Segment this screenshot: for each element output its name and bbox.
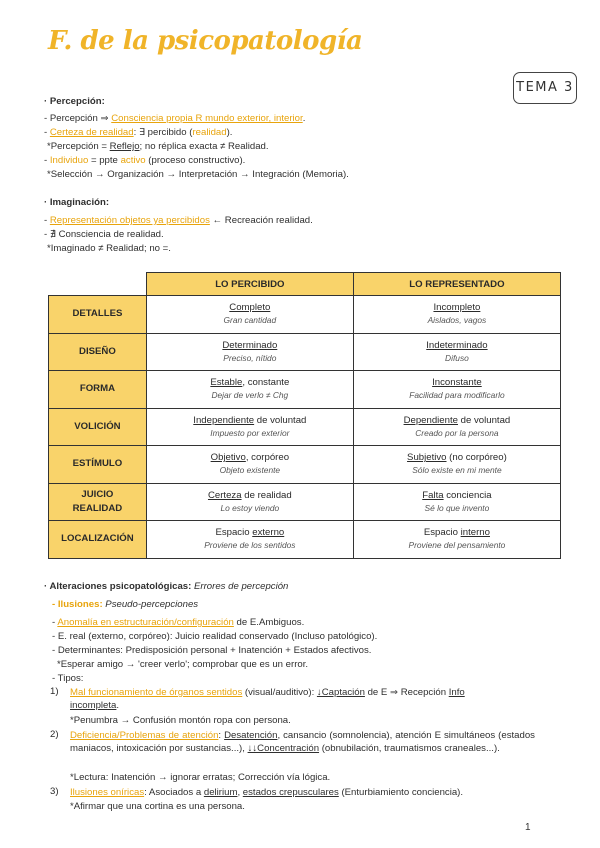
- list-number-3: 3): [50, 786, 59, 797]
- cell-percibido: Estable, constante Dejar de verlo ≠ Chg: [146, 371, 353, 409]
- row-label: LOCALIZACIÓN: [49, 521, 147, 559]
- cell-representado: Incompleto Aislados, vagos: [353, 296, 560, 334]
- imaginacion-heading: · Imaginación:: [44, 197, 110, 208]
- percepcion-line-2: - Certeza de realidad: ∃ percibido (realidad).: [44, 127, 233, 138]
- cell-percibido: Independiente de voluntad Impuesto por exterior: [146, 408, 353, 446]
- alteraciones-line-3: - Determinantes: Predisposición personal + Inatención + Estados afectivos.: [52, 645, 372, 656]
- table-row: [49, 483, 561, 521]
- table-row: [49, 446, 561, 484]
- alteraciones-line-2: - E. real (externo, corpóreo): Juicio realidad conservado (Incluso patológico).: [52, 631, 378, 642]
- row-label: DETALLES: [49, 296, 147, 334]
- imaginacion-line-2: - ∄ Consciencia de realidad.: [44, 229, 164, 240]
- list-number-2: 2): [50, 729, 59, 740]
- cell-representado: Subjetivo (no corpóreo) Sólo existe en mi mente: [353, 446, 560, 484]
- cell-representado: Inconstante Facilidad para modificarlo: [353, 371, 560, 409]
- cell-percibido: Completo Gran cantidad: [146, 296, 353, 334]
- cell-representado: Falta conciencia Sé lo que invento: [353, 483, 560, 521]
- comparison-table: [48, 272, 561, 559]
- alteraciones-heading: · Alteraciones psicopatológicas: Errores de percepción: [44, 581, 289, 592]
- table-corner: [49, 273, 147, 296]
- cell-percibido: Objetivo, corpóreo Objeto existente: [146, 446, 353, 484]
- tipo-3: Ilusiones oníricas: Asociados a delirium, estados crepusculares (Enturbiamiento conciencia).: [70, 787, 464, 798]
- row-label: JUICIO REALIDAD: [49, 483, 147, 521]
- imaginacion-line-1: - Representación objetos ya percibidos ← Recreación realidad.: [44, 215, 313, 226]
- list-number-1: 1): [50, 686, 59, 697]
- alteraciones-line-1: - Anomalía en estructuración/configuración de E.Ambiguos.: [52, 617, 305, 628]
- col-header-percibido: LO PERCIBIDO: [146, 273, 353, 296]
- percepcion-heading: · Percepción:: [44, 96, 105, 107]
- percepcion-line-4: - Individuo = ppte activo (proceso constructivo).: [44, 155, 246, 166]
- tipo-2-note: *Lectura: Inatención → ignorar erratas; Corrección vía lógica.: [70, 772, 331, 783]
- row-label: ESTÍMULO: [49, 446, 147, 484]
- alteraciones-line-4: *Esperar amigo → 'creer verlo'; comprobar que es un error.: [57, 659, 309, 670]
- alteraciones-line-5: - Tipos:: [52, 673, 84, 684]
- tipo-3-note: *Afirmar que una cortina es una persona.: [70, 801, 245, 812]
- page-number: 1: [525, 822, 531, 833]
- cell-percibido: Determinado Preciso, nítido: [146, 333, 353, 371]
- imaginacion-line-3: *Imaginado ≠ Realidad; no =.: [47, 243, 171, 254]
- cell-percibido: Espacio externo Proviene de los sentidos: [146, 521, 353, 559]
- cell-representado: Dependiente de voluntad Creado por la persona: [353, 408, 560, 446]
- ilusiones-heading: - Ilusiones: Pseudo-percepciones: [52, 599, 199, 610]
- percepcion-line-3: *Percepción = Reflejo; no réplica exacta ≠ Realidad.: [47, 141, 269, 152]
- table-row: [49, 296, 561, 334]
- table-row: [49, 408, 561, 446]
- cell-percibido: Certeza de realidad Lo estoy viendo: [146, 483, 353, 521]
- cell-representado: Indeterminado Difuso: [353, 333, 560, 371]
- table-header-row: [49, 273, 561, 296]
- table-row: [49, 521, 561, 559]
- percepcion-line-5: *Selección → Organización → Interpretación → Integración (Memoria).: [47, 169, 349, 180]
- tipo-1: Mal funcionamiento de órganos sentidos (visual/auditivo): ↓Captación de E ⇒ Recepción Info incompleta.: [70, 687, 465, 712]
- table-row: [49, 333, 561, 371]
- document-title: F. de la psicopatología: [48, 26, 363, 56]
- tipo-2: Deficiencia/Problemas de atención: Desatención, cansancio (somnolencia), atención E simultáneos (estados maniacos, intoxicación por sustancias...), ↓↓Concentración (obnubilación, traumatismos craneales...).: [70, 730, 535, 755]
- table-row: [49, 371, 561, 409]
- col-header-representado: LO REPRESENTADO: [353, 273, 560, 296]
- row-label: DISEÑO: [49, 333, 147, 371]
- cell-representado: Espacio interno Proviene del pensamiento: [353, 521, 560, 559]
- percepcion-line-1: - Percepción ⇒ Consciencia propia R mundo exterior, interior.: [44, 113, 306, 124]
- row-label: FORMA: [49, 371, 147, 409]
- row-label: VOLICIÓN: [49, 408, 147, 446]
- tema-badge: TEMA 3: [513, 72, 577, 104]
- tipo-1-note: *Penumbra → Confusión montón ropa con persona.: [70, 715, 291, 726]
